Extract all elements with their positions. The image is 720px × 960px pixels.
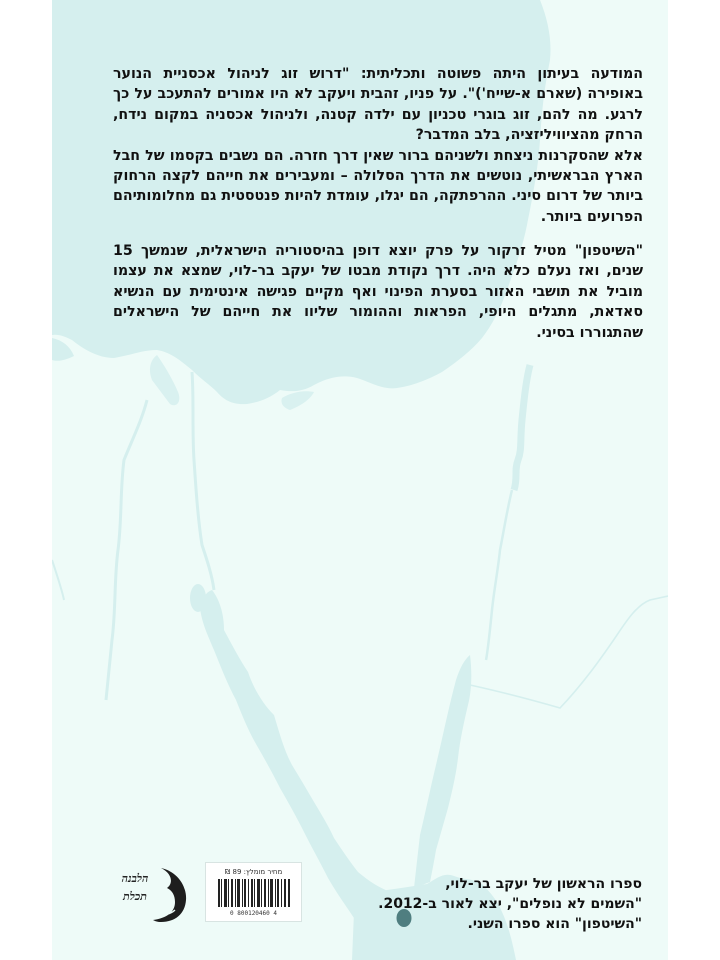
author-note-line-3: "השיטפון" הוא ספרו השני. (467, 916, 642, 932)
author-note-line-2: "השמים לא נופלים", יצא לאור ב-2012. (378, 896, 642, 912)
crescent-moon-icon (153, 866, 189, 924)
barcode-icon (218, 879, 290, 907)
blurb-paragraph-1a: המודעה בעיתון היתה פשוטה ותכליתית: "דרוש זוג לניהול אכסניית הנוער באופירה (שארם א-שייח')". על פניו, זהבית ויעקב לא היו אמורים להתעכב על כך לרגע. מה להם, זוג בוגרי טכניון עם ילדה קטנה, ולניהול אכסניה במקום נידח, הרחק מהציוויליזציה, בלב המדבר? (113, 66, 643, 144)
publisher-name (113, 870, 157, 906)
author-note (372, 874, 642, 934)
barcode-label (205, 862, 302, 922)
blurb-paragraph-2 (113, 241, 643, 343)
author-note-line-1: ספרו הראשון של יעקב בר-לוי, (445, 876, 642, 892)
publisher-name-line-2: תכלת (123, 890, 147, 903)
blurb-paragraph-2-text: "השיטפון" מטיל זרקור על פרק יוצא דופן בהיסטוריה הישראלית, שנמשך 15 שנים, ואז נעלם כלא היה. דרך נקודת מבטו של יעקב בר-לוי, שמצא את עצמו מוביל את תושבי האזור בסערת הפינוי ואף מקיים פגישה אינטימית עם הנשיא סאדאת, מתגלים היופי, הפראות וההומור שליוו את חייהם של הישראלים שהתגוררו בסיני. (113, 243, 643, 341)
price-label: מחיר מומלץ: 89 ₪ (224, 868, 283, 876)
blurb-paragraph-1 (113, 64, 643, 227)
barcode-number: 0 800120460 4 (230, 910, 277, 917)
blurb-paragraph-1b: אלא שהסקרנות ניצחת ולשניהם ברור שאין דרך חזרה. הם נשבים בקסמו של חבל הארץ הבראשיתי, נוטשים את הדרך הסלולה – ומעבירים את חייהם לקצה הרחוק ביותר של דרום סיני. ההרפתקה, הם יגלו, עומדת להיות פנטסטית גם מחלומותיהם הפרועים ביותר. (113, 147, 643, 225)
book-back-cover (52, 0, 668, 960)
publisher-logo (113, 862, 193, 928)
publisher-name-line-1: הלבנה (121, 872, 149, 885)
gulf-of-aqaba (414, 655, 471, 888)
